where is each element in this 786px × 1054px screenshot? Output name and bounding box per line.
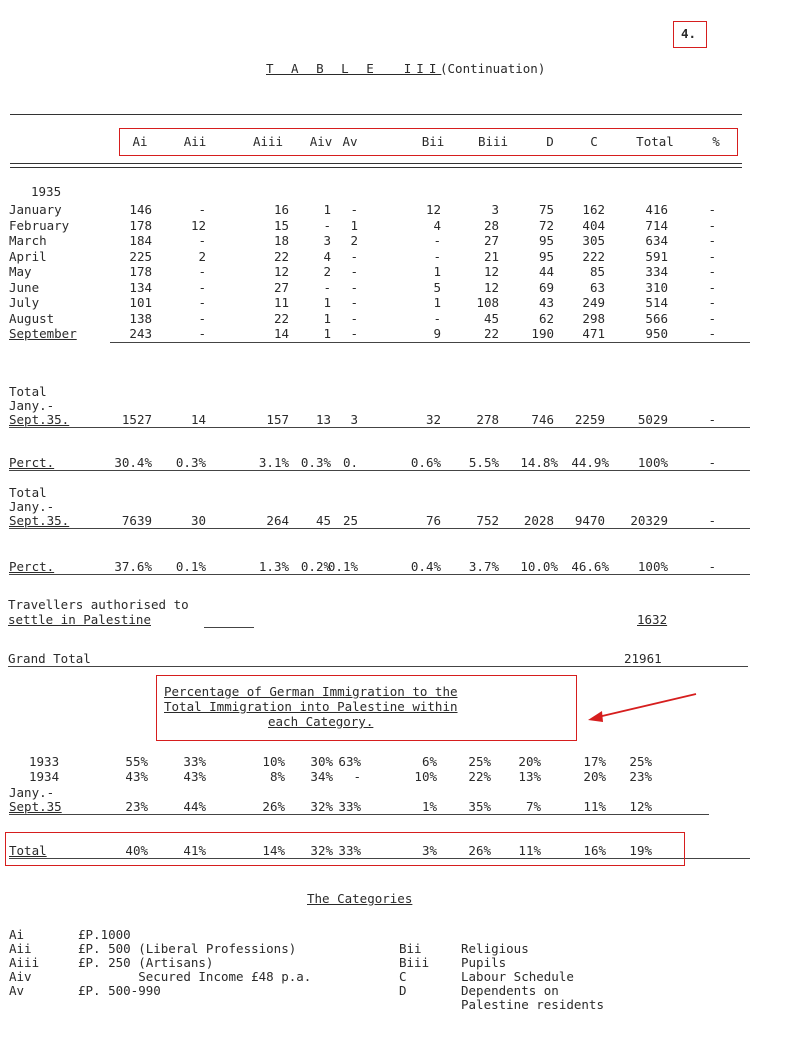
month-cell: - bbox=[198, 202, 206, 217]
month-cell: 95 bbox=[538, 248, 554, 264]
category-description: £P. 500 (Liberal Professions) bbox=[78, 941, 297, 956]
month-cell: 146 bbox=[129, 202, 152, 217]
month-cell: 108 bbox=[476, 295, 499, 310]
pct-row-label: Total bbox=[9, 843, 47, 858]
category-description: Dependents on bbox=[461, 983, 559, 998]
category-code: Biii bbox=[399, 955, 430, 970]
september-underline bbox=[110, 342, 750, 343]
categories-title: The Categories bbox=[307, 891, 413, 906]
month-cell: 85 bbox=[589, 264, 605, 279]
total-underline bbox=[9, 528, 750, 529]
month-label: April bbox=[9, 248, 47, 264]
pct-cell: 16% bbox=[583, 843, 606, 858]
table-subtitle: (Continuation) bbox=[440, 61, 546, 76]
total-range-label: Jany.- bbox=[9, 398, 55, 413]
month-cell: 2 bbox=[198, 248, 206, 264]
month-label: January bbox=[9, 202, 62, 217]
month-cell: 16 bbox=[273, 202, 289, 217]
category-description: Secured Income £48 p.a. bbox=[78, 969, 312, 984]
pct-row-underline bbox=[9, 814, 709, 815]
month-cell: - bbox=[198, 264, 206, 279]
month-cell: 310 bbox=[645, 279, 668, 295]
month-cell: 298 bbox=[582, 310, 605, 326]
pct-cell: - bbox=[353, 769, 361, 784]
total-cell: 1527 bbox=[121, 412, 152, 427]
month-cell: 222 bbox=[582, 248, 605, 264]
total-cell: 30 bbox=[190, 513, 206, 528]
month-cell: 404 bbox=[582, 217, 605, 233]
month-cell: - bbox=[350, 202, 358, 217]
month-cell: - bbox=[708, 295, 716, 310]
month-cell: 75 bbox=[538, 202, 554, 217]
percent-cell: 30.4% bbox=[114, 455, 152, 470]
month-cell: 9 bbox=[433, 326, 441, 341]
total-cell: 7639 bbox=[121, 513, 152, 528]
month-cell: 2 bbox=[350, 233, 358, 248]
month-cell: 305 bbox=[582, 233, 605, 248]
month-cell: - bbox=[198, 295, 206, 310]
month-label: June bbox=[9, 279, 40, 295]
pct-cell: 35% bbox=[468, 799, 491, 814]
grand-total-label: Grand Total bbox=[8, 651, 91, 666]
total-period-label: Sept.35. bbox=[9, 412, 70, 427]
header-cell: Aiii bbox=[252, 134, 284, 149]
category-code: Aii bbox=[9, 941, 32, 956]
pct-cell: 10% bbox=[262, 754, 285, 769]
month-label: March bbox=[9, 233, 47, 248]
total-period-label: Sept.35. bbox=[9, 513, 70, 528]
percent-cell: 0.4% bbox=[410, 559, 441, 574]
month-cell: 28 bbox=[483, 217, 499, 233]
total-cell: 157 bbox=[266, 412, 289, 427]
pct-cell: 23% bbox=[629, 769, 652, 784]
percent-cell: 1.3% bbox=[258, 559, 289, 574]
month-cell: 4 bbox=[323, 248, 331, 264]
category-code: Av bbox=[9, 983, 25, 998]
pct-cell: 12% bbox=[629, 799, 652, 814]
total-cell: 5029 bbox=[637, 412, 668, 427]
month-cell: 714 bbox=[645, 217, 668, 233]
pct-cell: 11% bbox=[518, 843, 541, 858]
german-title-line-3: each Category. bbox=[268, 714, 374, 729]
month-cell: - bbox=[350, 326, 358, 341]
month-label: July bbox=[9, 295, 40, 310]
category-code: D bbox=[399, 983, 407, 998]
header-cell: % bbox=[712, 134, 720, 149]
month-cell: 243 bbox=[129, 326, 152, 341]
month-cell: 44 bbox=[538, 264, 554, 279]
pct-cell: 32% bbox=[310, 843, 333, 858]
month-cell: - bbox=[350, 295, 358, 310]
pct-row-range-label: Jany.- bbox=[9, 785, 55, 800]
total-label: Total bbox=[9, 384, 47, 399]
month-cell: - bbox=[708, 217, 716, 233]
percent-cell: 0.3% bbox=[300, 455, 331, 470]
month-cell: 3 bbox=[491, 202, 499, 217]
month-cell: 134 bbox=[129, 279, 152, 295]
month-cell: 63 bbox=[589, 279, 605, 295]
percent-cell: 14.8% bbox=[520, 455, 558, 470]
month-cell: 27 bbox=[483, 233, 499, 248]
month-cell: 225 bbox=[129, 248, 152, 264]
pct-cell: 55% bbox=[125, 754, 148, 769]
category-description: £P. 250 (Artisans) bbox=[78, 955, 214, 970]
total-cell: 264 bbox=[266, 513, 289, 528]
month-cell: 62 bbox=[538, 310, 554, 326]
german-title-line-1: Percentage of German Immigration to the bbox=[164, 684, 458, 699]
pct-cell: 33% bbox=[338, 843, 361, 858]
year-label: 1935 bbox=[31, 184, 62, 199]
category-code: Aiii bbox=[9, 955, 40, 970]
month-cell: - bbox=[350, 248, 358, 264]
month-cell: 249 bbox=[582, 295, 605, 310]
month-cell: 5 bbox=[433, 279, 441, 295]
header-cell: Aiv bbox=[309, 134, 333, 149]
month-cell: - bbox=[350, 264, 358, 279]
month-cell: - bbox=[198, 279, 206, 295]
header-rule-bottom-1 bbox=[10, 163, 742, 164]
month-cell: 634 bbox=[645, 233, 668, 248]
month-cell: 22 bbox=[273, 310, 289, 326]
header-cell: C bbox=[590, 134, 598, 149]
month-cell: 2 bbox=[323, 264, 331, 279]
month-cell: 1 bbox=[323, 326, 331, 341]
pct-row-label: 1933 bbox=[29, 754, 60, 769]
header-cell: Total bbox=[636, 134, 674, 149]
month-label: September bbox=[9, 326, 77, 341]
month-cell: - bbox=[708, 248, 716, 264]
month-cell: 1 bbox=[433, 264, 441, 279]
travellers-label-1: Travellers authorised to bbox=[8, 597, 189, 612]
month-cell: 566 bbox=[645, 310, 668, 326]
pct-cell: 32% bbox=[310, 799, 333, 814]
month-cell: 1 bbox=[433, 295, 441, 310]
category-description: Religious bbox=[461, 941, 529, 956]
month-cell: 190 bbox=[531, 326, 554, 341]
pct-cell: 14% bbox=[262, 843, 285, 858]
percent-underline bbox=[9, 470, 750, 471]
pct-cell: 44% bbox=[183, 799, 206, 814]
month-cell: 43 bbox=[538, 295, 554, 310]
month-cell: 22 bbox=[273, 248, 289, 264]
month-cell: 1 bbox=[323, 202, 331, 217]
total-cell: 2259 bbox=[574, 412, 605, 427]
month-cell: 12 bbox=[273, 264, 289, 279]
total-cell: 2028 bbox=[523, 513, 554, 528]
header-cell: Biii bbox=[477, 134, 509, 149]
pct-cell: 6% bbox=[421, 754, 437, 769]
percent-cell: 100% bbox=[637, 455, 668, 470]
page-number: 4. bbox=[681, 26, 697, 41]
pct-cell: 3% bbox=[421, 843, 437, 858]
month-cell: - bbox=[708, 310, 716, 326]
month-cell: 950 bbox=[645, 326, 668, 341]
pct-cell: 30% bbox=[310, 754, 333, 769]
month-cell: - bbox=[433, 233, 441, 248]
month-cell: 162 bbox=[582, 202, 605, 217]
month-cell: 12 bbox=[483, 279, 499, 295]
month-cell: - bbox=[708, 326, 716, 341]
month-cell: - bbox=[708, 279, 716, 295]
header-cell: Ai bbox=[132, 134, 148, 149]
total-label: Total bbox=[9, 485, 47, 500]
category-description: Labour Schedule bbox=[461, 969, 574, 984]
month-cell: 27 bbox=[273, 279, 289, 295]
header-cell: Aii bbox=[183, 134, 207, 149]
month-cell: 178 bbox=[129, 217, 152, 233]
month-cell: - bbox=[323, 217, 331, 233]
month-cell: - bbox=[433, 310, 441, 326]
header-rule-bottom-2 bbox=[10, 167, 742, 168]
month-cell: 3 bbox=[323, 233, 331, 248]
total-cell: 13 bbox=[315, 412, 331, 427]
month-cell: - bbox=[323, 279, 331, 295]
grand-total-value: 21961 bbox=[624, 651, 662, 666]
month-cell: - bbox=[708, 264, 716, 279]
month-cell: 12 bbox=[425, 202, 441, 217]
percent-underline bbox=[9, 574, 750, 575]
total-cell: 9470 bbox=[574, 513, 605, 528]
month-cell: 514 bbox=[645, 295, 668, 310]
percent-cell: 0.3% bbox=[175, 455, 206, 470]
total-cell: 20329 bbox=[630, 513, 668, 528]
category-code: Aiv bbox=[9, 969, 32, 984]
pct-row-label: 1934 bbox=[29, 769, 60, 784]
pct-cell: 1% bbox=[421, 799, 437, 814]
month-cell: 1 bbox=[323, 310, 331, 326]
total-row-highlight-box bbox=[5, 832, 685, 866]
pct-cell: 20% bbox=[518, 754, 541, 769]
percent-cell: 100% bbox=[637, 559, 668, 574]
total-cell: - bbox=[708, 513, 716, 528]
pct-cell: 40% bbox=[125, 843, 148, 858]
header-cell: D bbox=[546, 134, 554, 149]
month-cell: 69 bbox=[538, 279, 554, 295]
month-cell: - bbox=[198, 310, 206, 326]
annotation-arrow bbox=[584, 690, 700, 726]
month-cell: - bbox=[198, 326, 206, 341]
month-cell: 22 bbox=[483, 326, 499, 341]
total-cell: 76 bbox=[425, 513, 441, 528]
pct-cell: 43% bbox=[183, 769, 206, 784]
month-cell: 138 bbox=[129, 310, 152, 326]
pct-cell: 43% bbox=[125, 769, 148, 784]
pct-cell: 11% bbox=[583, 799, 606, 814]
total-cell: 45 bbox=[315, 513, 331, 528]
percent-cell: 3.1% bbox=[258, 455, 289, 470]
total-cell: - bbox=[708, 412, 716, 427]
month-cell: - bbox=[350, 279, 358, 295]
month-cell: 14 bbox=[273, 326, 289, 341]
percent-cell: 3.7% bbox=[468, 559, 499, 574]
travellers-underline bbox=[204, 627, 254, 628]
pct-cell: 41% bbox=[183, 843, 206, 858]
category-description: £P.1000 bbox=[78, 927, 131, 942]
pct-cell: 26% bbox=[262, 799, 285, 814]
percent-cell: - bbox=[708, 455, 716, 470]
percent-label: Perct. bbox=[9, 455, 55, 470]
percent-cell: 0.1% bbox=[327, 559, 358, 574]
header-cell: Av bbox=[342, 134, 358, 149]
percent-cell: 10.0% bbox=[520, 559, 558, 574]
pct-cell: 25% bbox=[468, 754, 491, 769]
total-range-label: Jany.- bbox=[9, 499, 55, 514]
pct-cell: 33% bbox=[183, 754, 206, 769]
month-cell: 1 bbox=[323, 295, 331, 310]
category-code: Ai bbox=[9, 927, 25, 942]
pct-cell: 13% bbox=[518, 769, 541, 784]
percent-cell: 5.5% bbox=[468, 455, 499, 470]
month-label: May bbox=[9, 264, 32, 279]
month-cell: 12 bbox=[483, 264, 499, 279]
percent-cell: 0. bbox=[342, 455, 358, 470]
pct-cell: 63% bbox=[338, 754, 361, 769]
month-cell: - bbox=[198, 233, 206, 248]
travellers-value: 1632 bbox=[637, 612, 668, 627]
category-code: C bbox=[399, 969, 407, 984]
pct-cell: 25% bbox=[629, 754, 652, 769]
table-title: T A B L E III bbox=[266, 61, 442, 76]
total-cell: 278 bbox=[476, 412, 499, 427]
month-cell: - bbox=[708, 202, 716, 217]
pct-cell: 23% bbox=[125, 799, 148, 814]
total-cell: 746 bbox=[531, 412, 554, 427]
month-label: August bbox=[9, 310, 55, 326]
percent-cell: 37.6% bbox=[114, 559, 152, 574]
month-cell: 471 bbox=[582, 326, 605, 341]
pct-row-label: Sept.35 bbox=[9, 799, 62, 814]
pct-cell: 10% bbox=[414, 769, 437, 784]
month-cell: 95 bbox=[538, 233, 554, 248]
pct-cell: 17% bbox=[583, 754, 606, 769]
percent-cell: 0.6% bbox=[410, 455, 441, 470]
percent-cell: 0.1% bbox=[175, 559, 206, 574]
grand-total-underline bbox=[8, 666, 748, 667]
german-title-line-2: Total Immigration into Palestine within bbox=[164, 699, 458, 714]
month-cell: 18 bbox=[273, 233, 289, 248]
category-description: Palestine residents bbox=[461, 997, 604, 1012]
month-cell: 21 bbox=[483, 248, 499, 264]
total-cell: 25 bbox=[342, 513, 358, 528]
total-underline bbox=[9, 427, 750, 428]
pct-cell: 8% bbox=[269, 769, 285, 784]
percent-cell: 46.6% bbox=[571, 559, 609, 574]
month-cell: 4 bbox=[433, 217, 441, 233]
month-cell: 591 bbox=[645, 248, 668, 264]
pct-cell: 33% bbox=[338, 799, 361, 814]
percent-label: Perct. bbox=[9, 559, 55, 574]
category-code: Bii bbox=[399, 941, 422, 956]
header-cell: Bii bbox=[421, 134, 445, 149]
pct-cell: 22% bbox=[468, 769, 491, 784]
category-description: Pupils bbox=[461, 955, 507, 970]
month-cell: 416 bbox=[645, 202, 668, 217]
month-cell: 178 bbox=[129, 264, 152, 279]
pct-cell: 19% bbox=[629, 843, 652, 858]
pct-cell: 34% bbox=[310, 769, 333, 784]
pct-cell: 7% bbox=[525, 799, 541, 814]
month-cell: 11 bbox=[273, 295, 289, 310]
total-cell: 752 bbox=[476, 513, 499, 528]
month-cell: - bbox=[350, 310, 358, 326]
percent-cell: 44.9% bbox=[571, 455, 609, 470]
month-cell: 12 bbox=[190, 217, 206, 233]
category-description: £P. 500-990 bbox=[78, 983, 161, 998]
month-cell: 1 bbox=[350, 217, 358, 233]
month-cell: 15 bbox=[273, 217, 289, 233]
travellers-label-2: settle in Palestine bbox=[8, 612, 151, 627]
percent-cell: - bbox=[708, 559, 716, 574]
header-rule-top bbox=[10, 114, 742, 115]
pct-cell: 26% bbox=[468, 843, 491, 858]
month-label: February bbox=[9, 217, 70, 233]
total-cell: 32 bbox=[425, 412, 441, 427]
total-cell: 3 bbox=[350, 412, 358, 427]
percent-cell: 0.2% bbox=[300, 559, 331, 574]
pct-cell: 20% bbox=[583, 769, 606, 784]
total-cell: 14 bbox=[190, 412, 206, 427]
month-cell: 101 bbox=[129, 295, 152, 310]
month-cell: - bbox=[433, 248, 441, 264]
month-cell: 45 bbox=[483, 310, 499, 326]
month-cell: - bbox=[708, 233, 716, 248]
month-cell: 334 bbox=[645, 264, 668, 279]
month-cell: 72 bbox=[538, 217, 554, 233]
month-cell: 184 bbox=[129, 233, 152, 248]
